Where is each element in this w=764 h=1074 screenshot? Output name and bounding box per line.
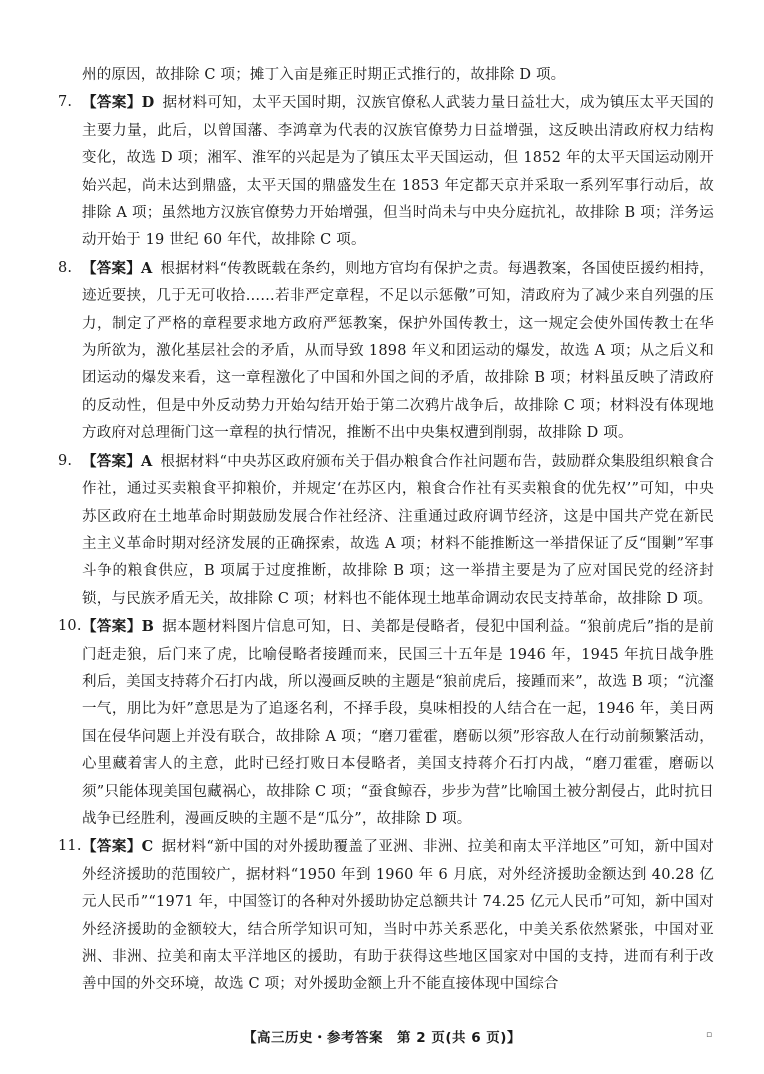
answer-explanation: 根据材料“传教既载在条约，则地方官均有保护之责。每遇教案，各国使臣援约相持，迹近要挟，几于无可收拾……若非严定章程，不足以示惩儆”可知，清政府为了减少来自列强的压力，制定了严格的章程要求地方政府严惩教案，保护外国传教士，这一规定会使外国传教士在华为所欲为，激化基层社会的矛盾，从而导致 1898 年义和团运动的爆发，故选 A 项；从之后义和团运动的爆发来看，这一章程激化了中国和外国之间的矛盾，故排除 B 项；材料虽反映了清政府的反动性，但是中外反动势力开始勾结开始于第二次鸦片战争后，故排除 C 项；材料没有体现地方政府对总理衙门这一章程的执行情况，推断不出中央集权遭到削弱，故排除 D 项。 bbox=[82, 260, 714, 442]
answer-item-7 bbox=[58, 89, 714, 254]
answer-explanation: 据材料“新中国的对外援助覆盖了亚洲、非洲、拉美和南太平洋地区”可知，新中国对外经济援助的范围较广，据材料“1950 年到 1960 年 6 月底，对外经济援助金额达到 40.28 亿元人民币”“1971 年，中国签订的各种对外援助协定总额共计 74.25 亿元人民币”可知，新中国对外经济援助的金额较大，结合所学知识可知，当时中苏关系恶化，中美关系依然紧张，中国对亚洲、非洲、拉美和南太平洋地区的援助，有助于获得这些地区国家对中国的支持，进而有利于改善中国的外交环境，故选 C 项；对外援助金额上升不能直接体现中国综合 bbox=[82, 839, 714, 993]
corner-mark: ▫ bbox=[706, 1030, 713, 1040]
item-number: 8. bbox=[58, 259, 73, 276]
answer-item-9 bbox=[58, 448, 714, 613]
answer-choice: D bbox=[141, 94, 155, 112]
answer-choice: B bbox=[141, 618, 155, 636]
answer-choice: C bbox=[141, 838, 154, 856]
answer-explanation: 根据材料“中央苏区政府颁布关于倡办粮食合作社问题布告，鼓励群众集股组织粮食合作社，通过买卖粮食平抑粮价，并规定‘在苏区内，粮食合作社有买卖粮食的优先权’”可知，中央苏区政府在土地革命时期鼓励发展合作社经济、注重通过政府调节经济，这是中国共产党在新民主主义革命时期对经济发展的正确探索，故选 A 项；材料不能推断这一举措保证了反“围剿”军事斗争的粮食供应，B 项属于过度推断，故排除 B 项；这一举措主要是为了应对国民党的经济封锁，与民族矛盾无关，故排除 C 项；材料也不能体现土地革命调动农民支持革命，故排除 D 项。 bbox=[82, 453, 714, 607]
answer-tag: 【答案】 bbox=[82, 838, 142, 856]
answer-item-11 bbox=[58, 833, 714, 998]
answer-tag: 【答案】 bbox=[82, 452, 142, 470]
answer-item-8 bbox=[58, 255, 714, 448]
item-number: 10. bbox=[58, 618, 82, 635]
answer-explanation: 据本题材料图片信息可知，日、美都是侵略者，侵犯中国利益。“狼前虎后”指的是前门赶走狼，后门来了虎，比喻侵略者接踵而来，民国三十五年是 1946 年，1945 年抗日战争胜利后，美国支持蒋介石打内战，所以漫画反映的主题是“狼前虎后，接踵而来”，故选 B 项；“沆瀣一气，朋比为奸”意思是为了追逐名利，不择手段，臭味相投的人结合在一起，1946 年，美日两国在侵华问题上并没有联合，故排除 A 项；“磨刀霍霍，磨砺以须”形容敌人在行动前频繁活动，心里藏着害人的主意，此时已经打败日本侵略者，美国支持蒋介石打内战，“磨刀霍霍，磨砺以须”只能体现美国包藏祸心，故排除 C 项；“蚕食鲸吞，步步为营”比喻国土被分割侵占，此时抗日战争已经胜利，漫画反映的主题不是“瓜分”，故排除 D 项。 bbox=[82, 619, 714, 827]
page-footer: 【高三历史・参考答案 第 2 页(共 6 页)】 bbox=[243, 1030, 521, 1046]
item-number: 9. bbox=[58, 452, 73, 469]
item-number: 11. bbox=[58, 838, 82, 855]
continuation-text: 州的原因，故排除 C 项；摊丁入亩是雍正时期正式推行的，故排除 D 项。 bbox=[82, 67, 566, 83]
answer-explanation: 据材料可知，太平天国时期，汉族官僚私人武装力量日益壮大，成为镇压太平天国的主要力量，此后，以曾国藩、李鸿章为代表的汉族官僚势力日益增强，这反映出清政府权力结构变化，故选 D 项；湘军、淮军的兴起是为了镇压太平天国运动，但 1852 年的太平天国运动刚开始兴起，尚未达到鼎盛，太平天国的鼎盛发生在 1853 年定都天京并采取一系列军事行动后，故排除 A 项；虽然地方汉族官僚势力开始增强，但当时尚未与中央分庭抗礼，故排除 B 项；洋务运动开始于 19 世纪 60 年代，故排除 C 项。 bbox=[82, 95, 714, 249]
answer-item-10 bbox=[58, 613, 714, 833]
answer-tag: 【答案】 bbox=[82, 259, 142, 277]
answer-tag: 【答案】 bbox=[82, 618, 142, 636]
answer-content bbox=[58, 62, 714, 999]
answer-tag: 【答案】 bbox=[82, 94, 142, 112]
item-number: 7. bbox=[58, 94, 73, 111]
answer-choice: A bbox=[141, 259, 153, 277]
answer-choice: A bbox=[141, 452, 153, 470]
